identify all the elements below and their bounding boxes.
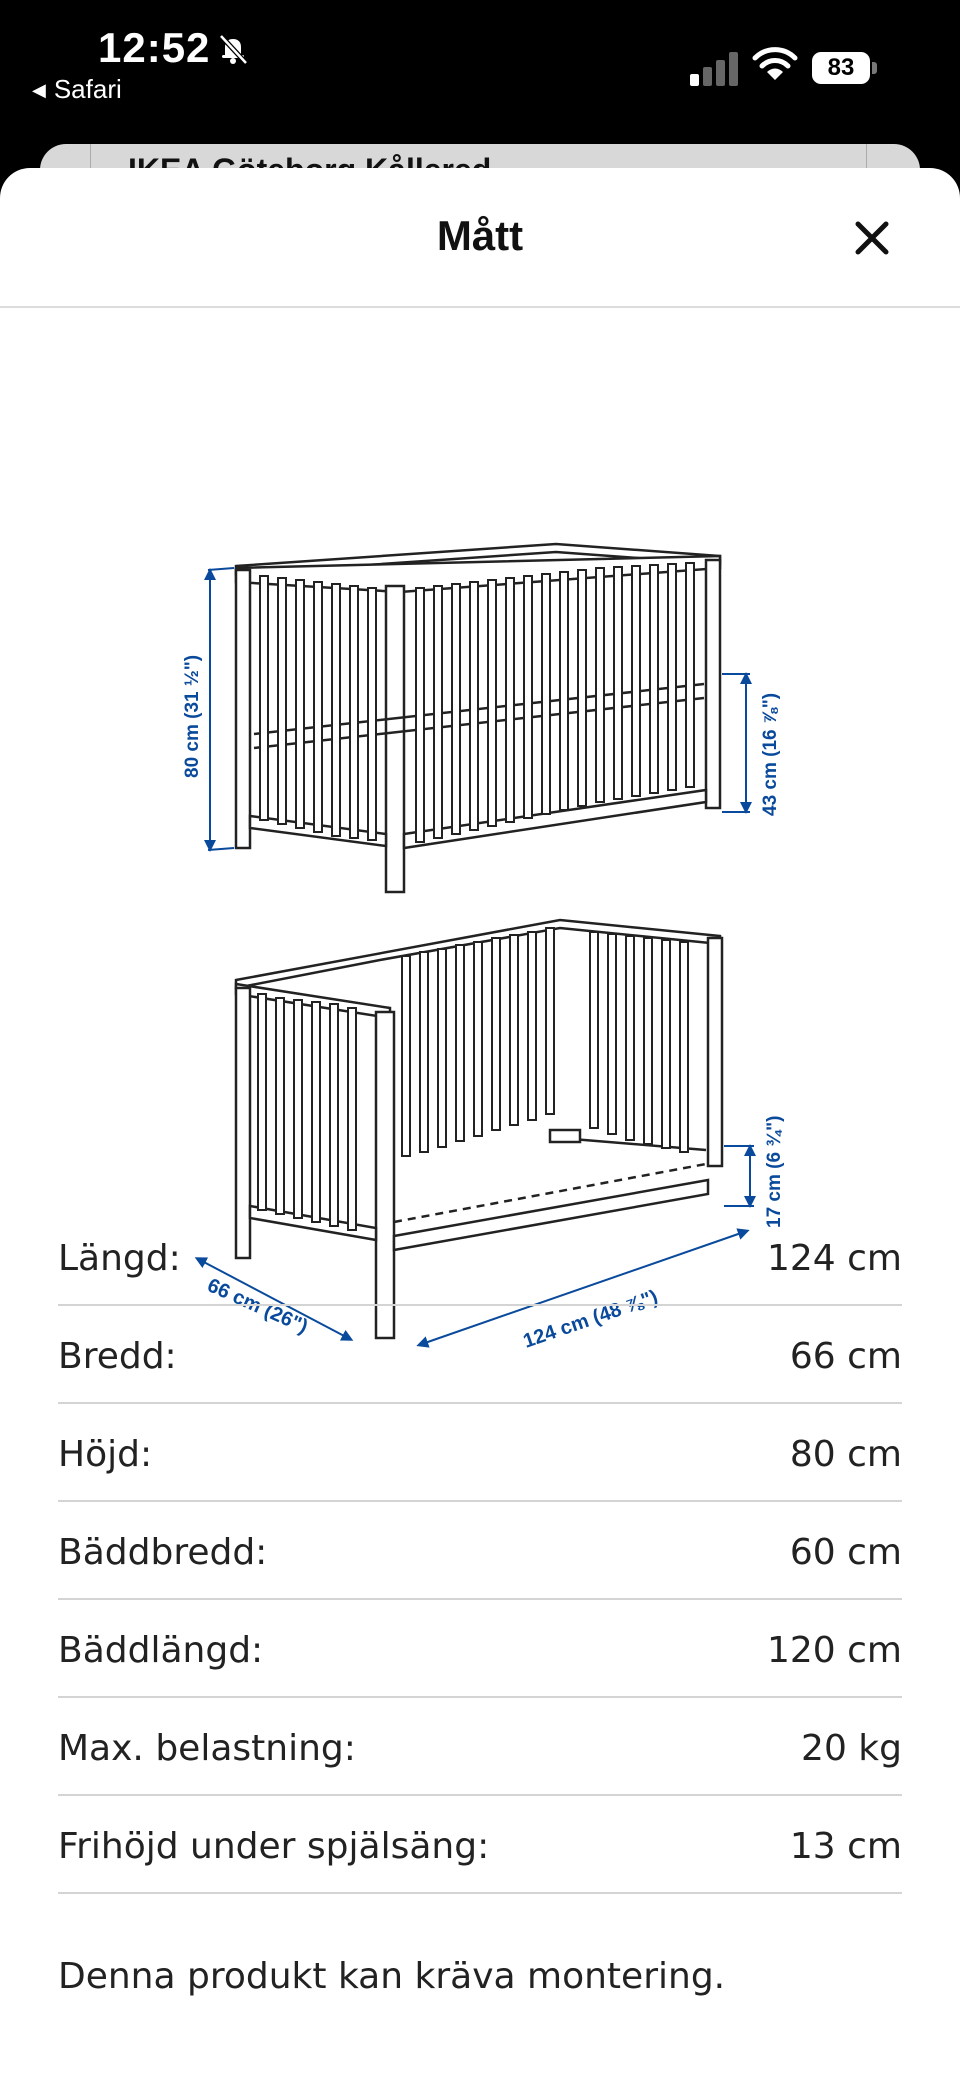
bell-slash-icon <box>216 32 250 66</box>
base-height-dimension-17 <box>724 1146 754 1206</box>
spec-label: Bredd: <box>58 1335 177 1377</box>
spec-value: 13 cm <box>789 1825 902 1867</box>
dimensions-spec-list <box>58 1208 902 1894</box>
spec-row-bed-width <box>58 1502 902 1600</box>
sheet-title: Mått <box>436 212 524 259</box>
status-bar <box>0 0 960 140</box>
dim-label-total-height: 80 cm (31 ½") <box>182 654 203 778</box>
crib-converted-slats <box>258 928 688 1230</box>
dim-label-rail-height: 43 cm (16 ⅞") <box>760 692 781 816</box>
spec-row-height <box>58 1404 902 1502</box>
crib-dimension-illustration <box>150 338 800 1353</box>
spec-value: 20 kg <box>801 1727 902 1769</box>
spec-row-bed-length <box>58 1600 902 1698</box>
height-dimension-80 <box>208 568 234 850</box>
battery-icon: 83 <box>812 52 878 86</box>
dim-label-width: 66 cm (26") <box>203 1274 311 1339</box>
spec-row-width <box>58 1306 902 1404</box>
spec-value: 80 cm <box>789 1433 902 1475</box>
signal-icon <box>690 52 740 86</box>
spec-label: Bäddlängd: <box>58 1629 264 1671</box>
spec-label: Bäddbredd: <box>58 1531 268 1573</box>
dim-label-length: 124 cm (48 ⅞") <box>520 1286 661 1353</box>
spec-value: 60 cm <box>789 1531 902 1573</box>
spec-label: Längd: <box>58 1237 181 1279</box>
dimensions-sheet <box>0 168 960 2081</box>
close-icon[interactable] <box>848 214 896 262</box>
spec-value: 124 cm <box>766 1237 902 1279</box>
assembly-note: Denna produkt kan kräva montering. <box>58 1956 726 1997</box>
spec-label: Max. belastning: <box>58 1727 356 1769</box>
clock: 12:52 <box>98 24 211 71</box>
spec-value: 66 cm <box>789 1335 902 1377</box>
spec-label: Höjd: <box>58 1433 153 1475</box>
height-dimension-43 <box>722 674 750 812</box>
spec-row-clearance <box>58 1796 902 1894</box>
spec-label: Frihöjd under spjälsäng: <box>58 1825 490 1867</box>
dim-label-base-height: 17 cm (6 ¾") <box>764 1115 785 1228</box>
sheet-header <box>0 168 960 308</box>
spec-row-length <box>58 1208 902 1306</box>
wifi-icon <box>752 46 798 82</box>
back-to-safari-link[interactable]: ◀ Safari <box>32 74 122 104</box>
spec-row-max-load <box>58 1698 902 1796</box>
spec-value: 120 cm <box>766 1629 902 1671</box>
